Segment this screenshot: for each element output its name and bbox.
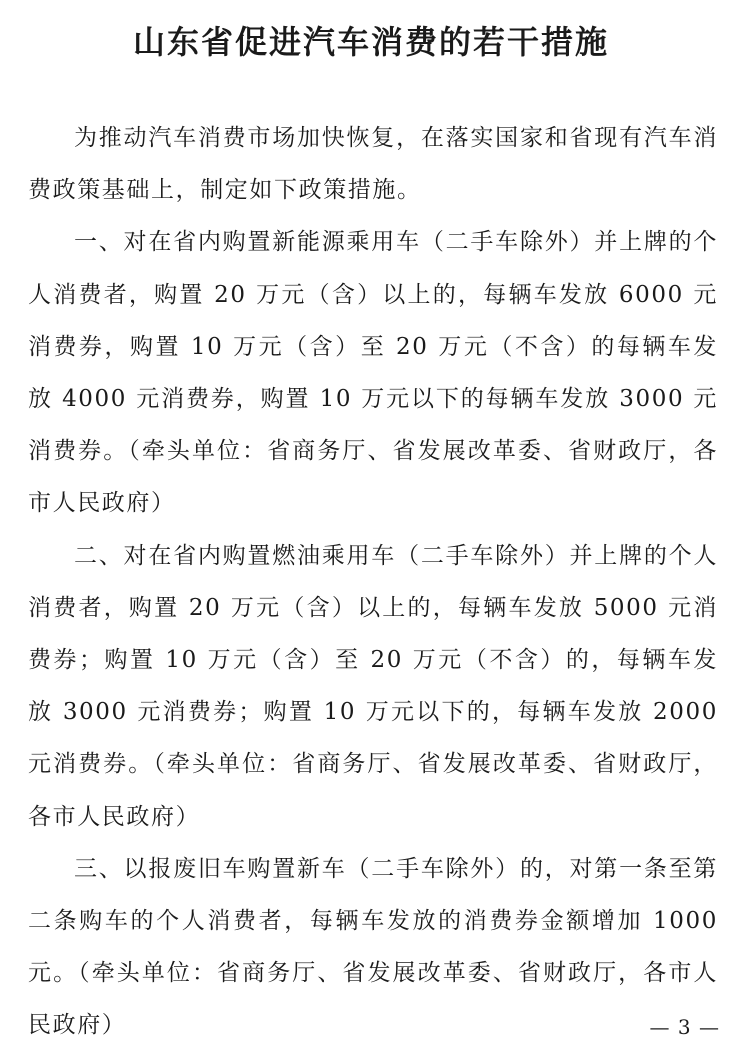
intro-paragraph: 为推动汽车消费市场加快恢复，在落实国家和省现有汽车消费政策基础上，制定如下政策措施。 — [28, 125, 718, 204]
page-number: — 3 — — [649, 1015, 720, 1039]
measure-1-paragraph: 一、对在省内购置新能源乘用车（二手车除外）并上牌的个人消费者，购置 20 万元（含）以上的，每辆车发放 6000 元消费券，购置 10 万元（含）至 20 万元（不含）的每辆车发放 4000 元消费券，购置 10 万元以下的每辆车发放 3000 元消费券。（牵头单位：省商务厅、省发展改革委、省财政厅，各市人民政府） — [28, 229, 718, 517]
document-body — [28, 112, 718, 1052]
document-title: 山东省促进汽车消费的若干措施 — [132, 23, 609, 61]
measure-3-paragraph: 三、以报废旧车购置新车（二手车除外）的，对第一条至第二条购车的个人消费者，每辆车发放的消费券金额增加 1000 元。（牵头单位：省商务厅、省发展改革委、省财政厅，各市人民政府） — [28, 855, 718, 1039]
measure-2-paragraph: 二、对在省内购置燃油乘用车（二手车除外）并上牌的个人消费者，购置 20 万元（含）以上的，每辆车发放 5000 元消费券；购置 10 万元（含）至 20 万元（不含）的，每辆车发放 3000 元消费券；购置 10 万元以下的，每辆车发放 2000 元消费券。（牵头单位：省商务厅、省发展改革委、省财政厅，各市人民政府） — [28, 542, 718, 830]
